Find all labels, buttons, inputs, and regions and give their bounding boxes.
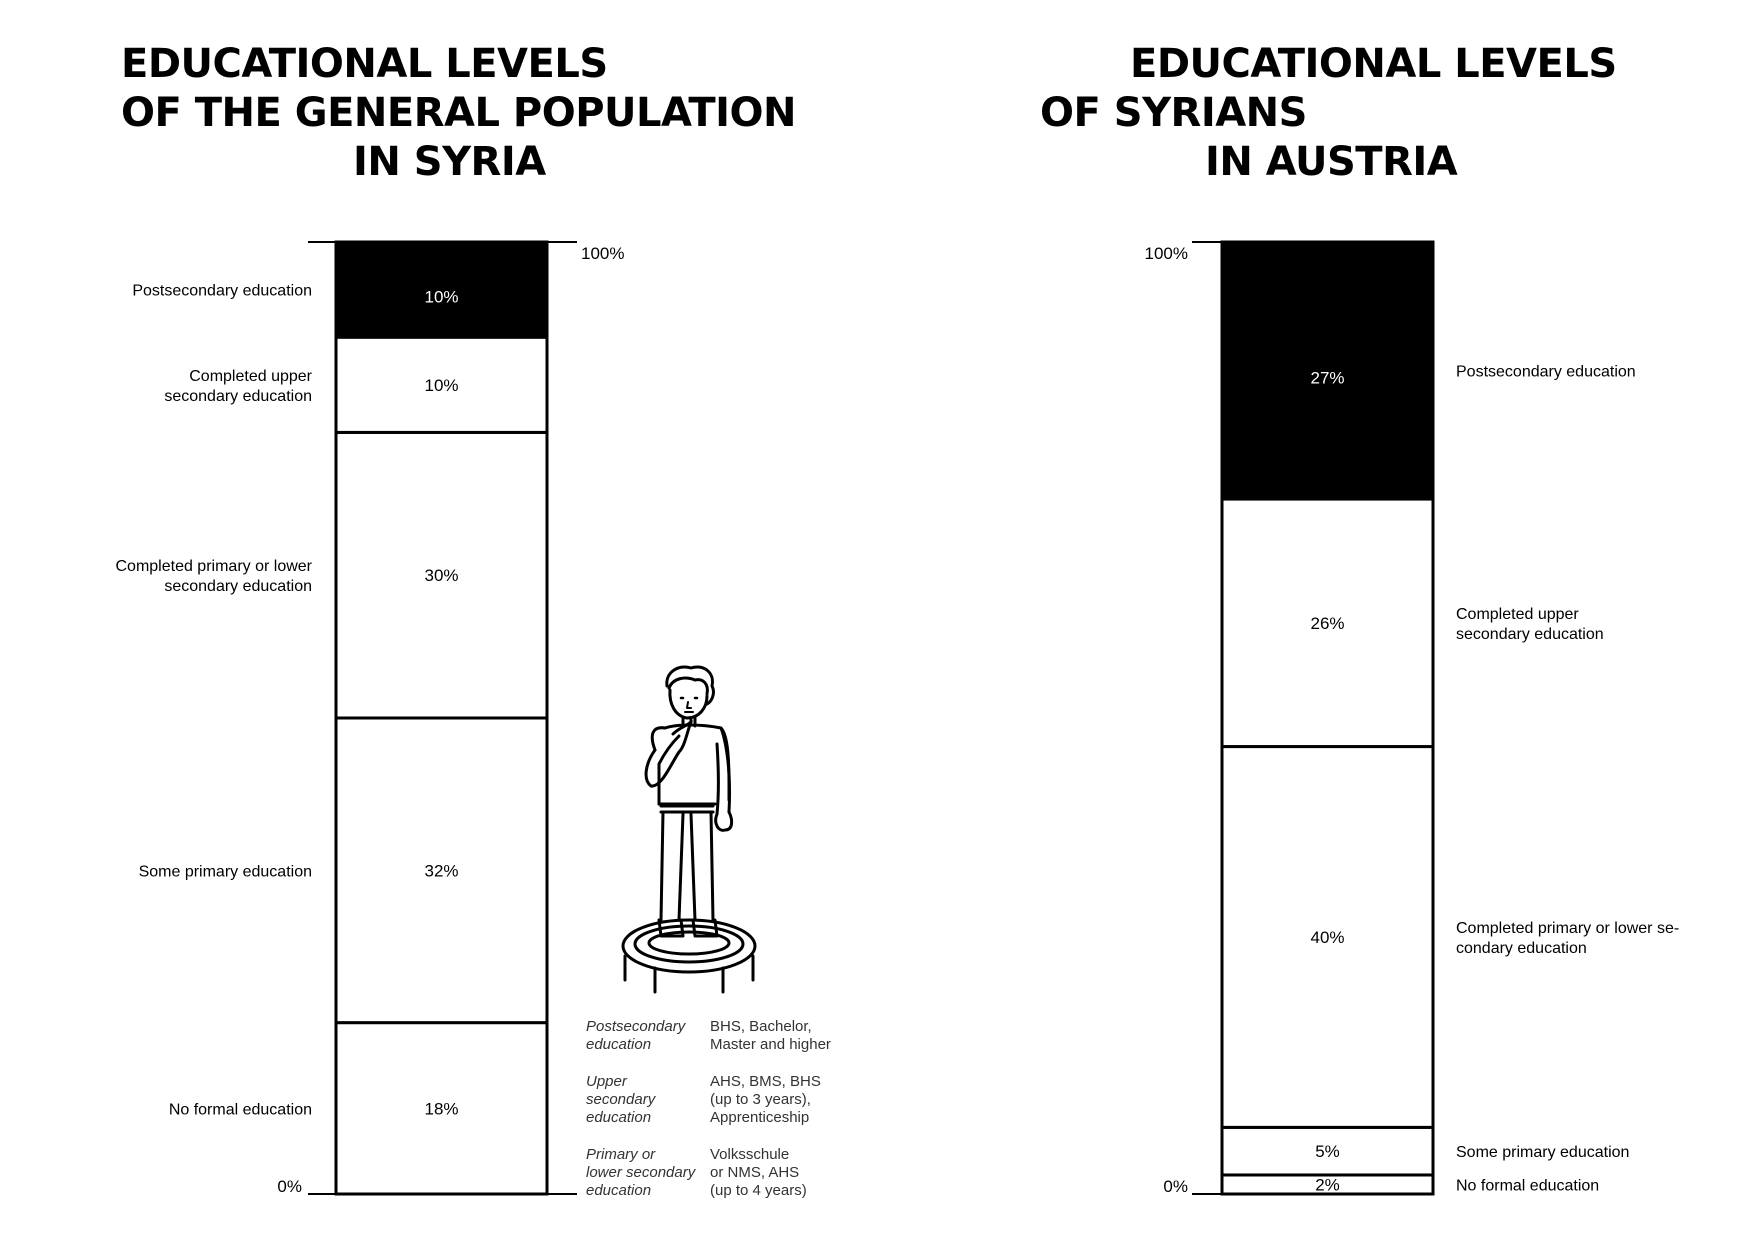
legend-row [586,1146,846,1200]
category-label: Completed upper secondary education [1456,605,1604,643]
category-label: Completed primary or lower se-condary education [1456,919,1680,957]
category-label: Postsecondary education [1456,363,1636,381]
data-label: 40% [1310,927,1345,947]
data-label: 10% [424,287,459,307]
legend-term: Upper secondary education [586,1073,656,1126]
title-line: OF SYRIANS [1040,90,1307,136]
data-label: 2% [1315,1175,1340,1195]
title-line: OF THE GENERAL POPULATION [121,90,796,136]
legend-definition: BHS, Bachelor, Master and higher [710,1018,831,1053]
category-label: Completed primary or lower secondary education [115,558,312,596]
category-label: Completed upper secondary education [164,367,312,405]
legend-definition: AHS, BMS, BHS (up to 3 years), Apprenticeship [710,1073,821,1126]
education-legend [586,1018,846,1219]
category-label: No formal education [1456,1177,1600,1195]
title-line: EDUCATIONAL LEVELS [1130,41,1617,87]
axis-tick-label: 0% [1163,1177,1188,1196]
legend-row [586,1073,846,1127]
data-label: 32% [424,861,459,881]
title-line: IN SYRIA [353,139,546,185]
title-line: EDUCATIONAL LEVELS [121,41,608,87]
legend-definition: Volksschule or NMS, AHS (up to 4 years) [710,1146,807,1199]
data-label: 30% [424,566,459,586]
legend-term: Primary or lower secondary education [586,1146,696,1199]
data-label: 27% [1310,368,1345,388]
data-label: 5% [1315,1142,1340,1162]
legend-row [586,1018,846,1054]
data-label: 18% [424,1099,459,1119]
title-line: IN AUSTRIA [1205,139,1458,185]
data-label: 26% [1310,613,1345,633]
category-label: Some primary education [1456,1144,1630,1162]
axis-tick-label: 100% [1144,244,1188,263]
axis-tick-label: 100% [581,244,625,263]
category-label: No formal education [168,1101,312,1119]
person-on-trampoline-illustration [615,664,775,994]
category-label: Some primary education [138,863,312,881]
axis-tick-label: 0% [277,1177,302,1196]
legend-term: Postsecondary education [586,1018,686,1053]
data-label: 10% [424,375,459,395]
category-label: Postsecondary education [132,282,312,300]
